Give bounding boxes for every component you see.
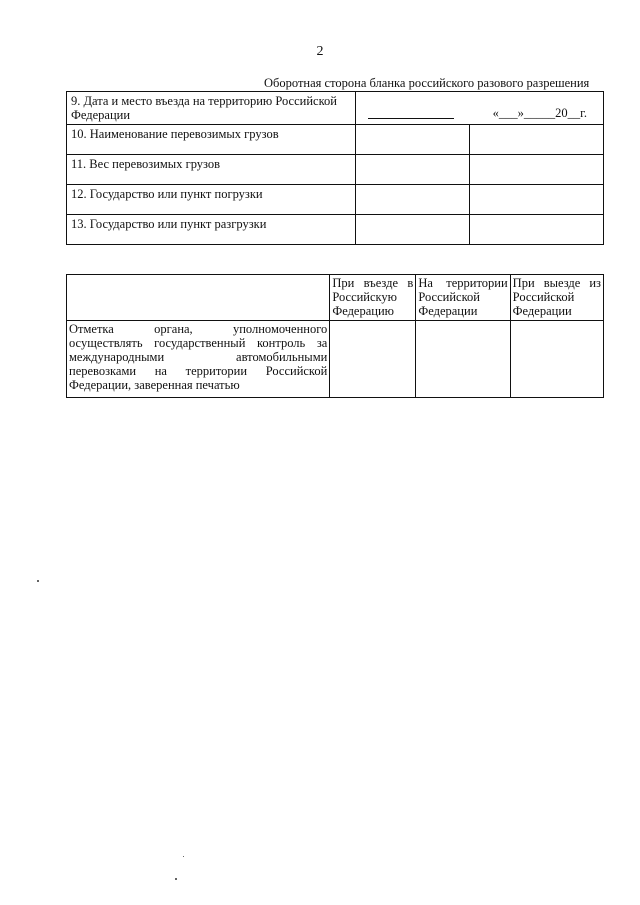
loading-point-field-2[interactable] [469,185,603,215]
header-empty-cell [67,275,330,321]
table-row [67,125,604,155]
row-label-unloading-point: 13. Государство или пункт разгрузки [67,215,356,245]
table-row [67,321,604,398]
exit-mark-field[interactable] [510,321,603,398]
row-label-cargo-name: 10. Наименование перевозимых грузов [67,125,356,155]
cargo-name-field-2[interactable] [469,125,603,155]
unloading-point-field-1[interactable] [356,215,469,245]
scan-speck [37,580,39,582]
control-marks-table [66,274,604,398]
row-label-loading-point: 12. Государство или пункт погрузки [67,185,356,215]
table-row [67,92,604,125]
place-blank-line [368,106,454,119]
date-format: «___»_____20__г. [492,106,587,120]
unloading-point-field-2[interactable] [469,215,603,245]
scan-speck [175,878,177,880]
table-row [67,185,604,215]
scan-speck [183,856,184,857]
table-row [67,215,604,245]
row-label-cargo-weight: 11. Вес перевозимых грузов [67,155,356,185]
header-exit: При выезде из Российской Федерации [510,275,603,321]
entry-date-field[interactable] [356,92,604,125]
territory-mark-field[interactable] [416,321,510,398]
table-header-row [67,275,604,321]
page-number: 2 [316,44,324,59]
cargo-weight-field-1[interactable] [356,155,469,185]
cargo-weight-field-2[interactable] [469,155,603,185]
header-entry: При въезде в Российскую Федерацию [330,275,416,321]
control-mark-label: Отметка органа, уполномоченного осуществлять государственный контроль за международными автомобильными перевозками на территории Российской Федерации, заверенная печатью [67,321,330,398]
entry-mark-field[interactable] [330,321,416,398]
table-row [67,155,604,185]
header-territory: На территории Российской Федерации [416,275,510,321]
form-title: Оборотная сторона бланка российского разового разрешения [264,76,590,90]
loading-point-field-1[interactable] [356,185,469,215]
row-label-entry-date: 9. Дата и место въезда на территорию Российской Федерации [67,92,356,125]
cargo-info-table [66,91,604,245]
cargo-name-field-1[interactable] [356,125,469,155]
